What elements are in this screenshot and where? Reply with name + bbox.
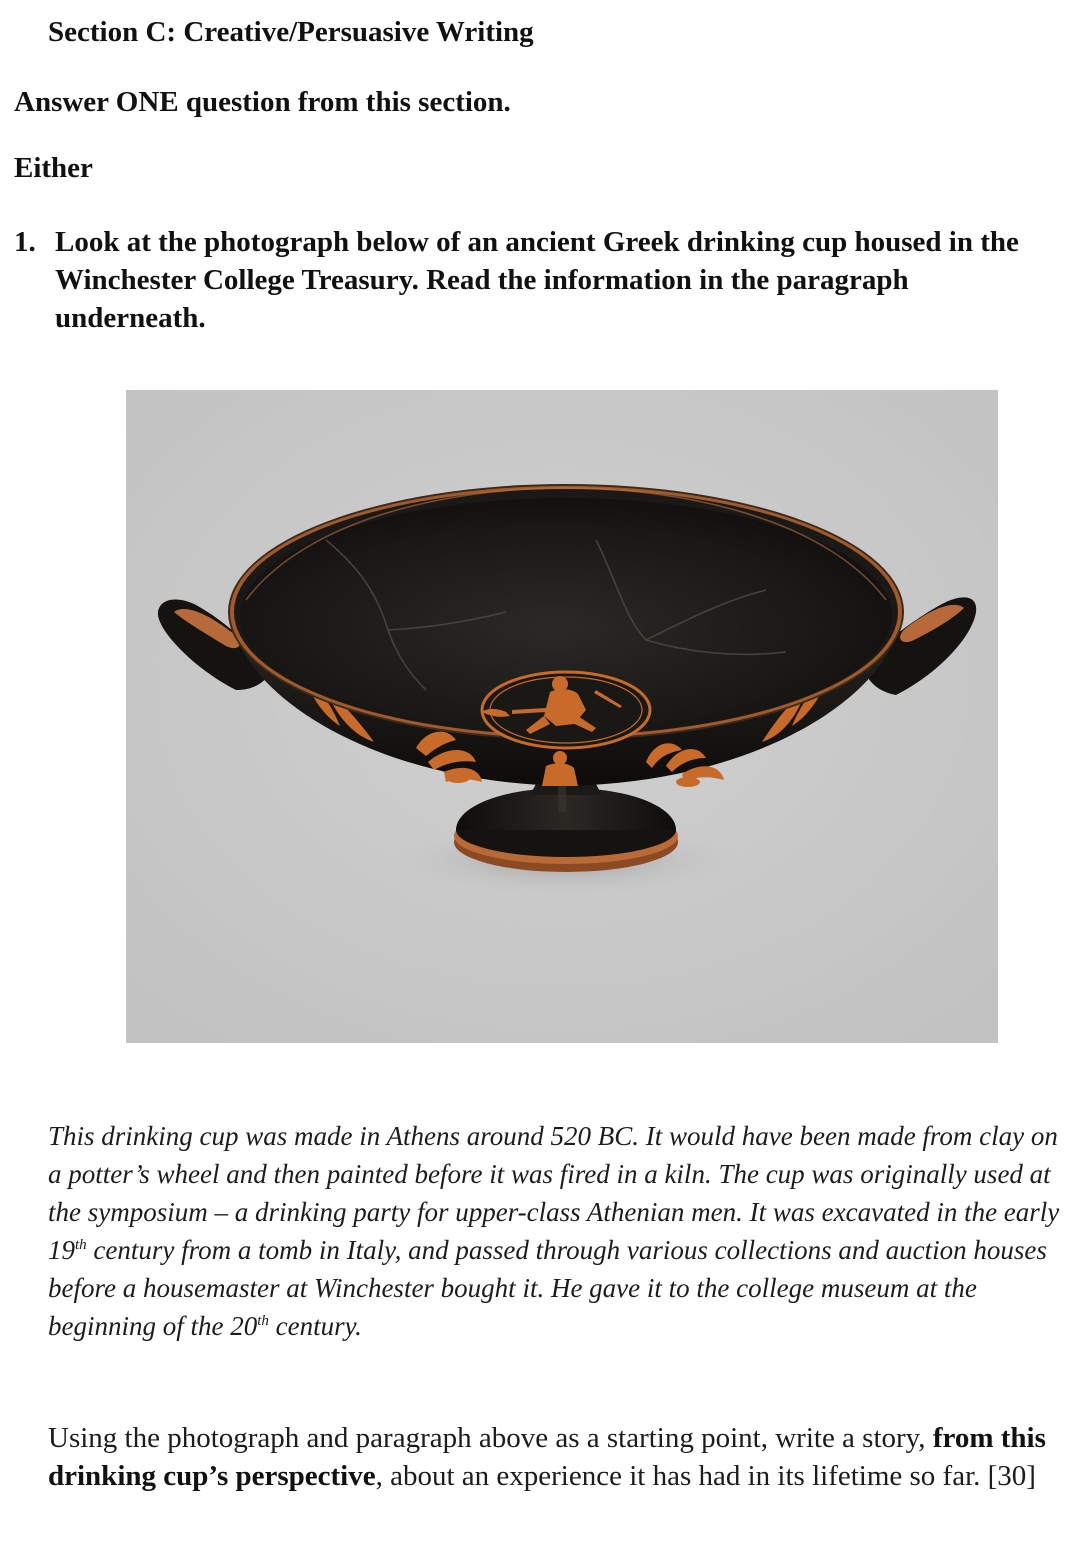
cup-information-paragraph	[48, 1117, 1068, 1345]
paragraph-text-3: century.	[268, 1311, 362, 1341]
question-text: Look at the photograph below of an ancient Greek drinking cup housed in the Winchester College Treasury. Read the information in the paragraph underneath.	[55, 226, 1019, 334]
task-emphasis: from this drinking cup’s perspective	[48, 1422, 1046, 1492]
section-title: Section C: Creative/Persuasive Writing	[48, 16, 534, 48]
question-1	[14, 223, 1064, 337]
task-text-1: Using the photograph and paragraph above as a starting point, write a story,	[48, 1422, 933, 1454]
kylix-illustration	[126, 390, 998, 1043]
writing-task	[48, 1419, 1053, 1495]
either-label: Either	[14, 152, 93, 184]
question-number: 1.	[14, 226, 36, 258]
section-instruction: Answer ONE question from this section.	[14, 86, 511, 118]
task-text-2: , about an experience it has had in its lifetime so far. [30]	[375, 1460, 1036, 1492]
superscript-th-2: th	[257, 1313, 269, 1329]
greek-cup-photograph	[126, 390, 998, 1043]
paragraph-text-2: century from a tomb in Italy, and passed through various collections and auction houses before a housemaster at Winchester bought it. He gave it to the college museum at the beginning of the 20	[48, 1235, 1047, 1341]
superscript-th-1: th	[75, 1237, 87, 1253]
paragraph-text-1: This drinking cup was made in Athens around 520 BC. It would have been made from clay on a potter’s wheel and then painted before it was fired in a kiln. The cup was originally used at the symposium – a drinking party for upper-class Athenian men. It was excavated in the early 19	[48, 1121, 1060, 1265]
